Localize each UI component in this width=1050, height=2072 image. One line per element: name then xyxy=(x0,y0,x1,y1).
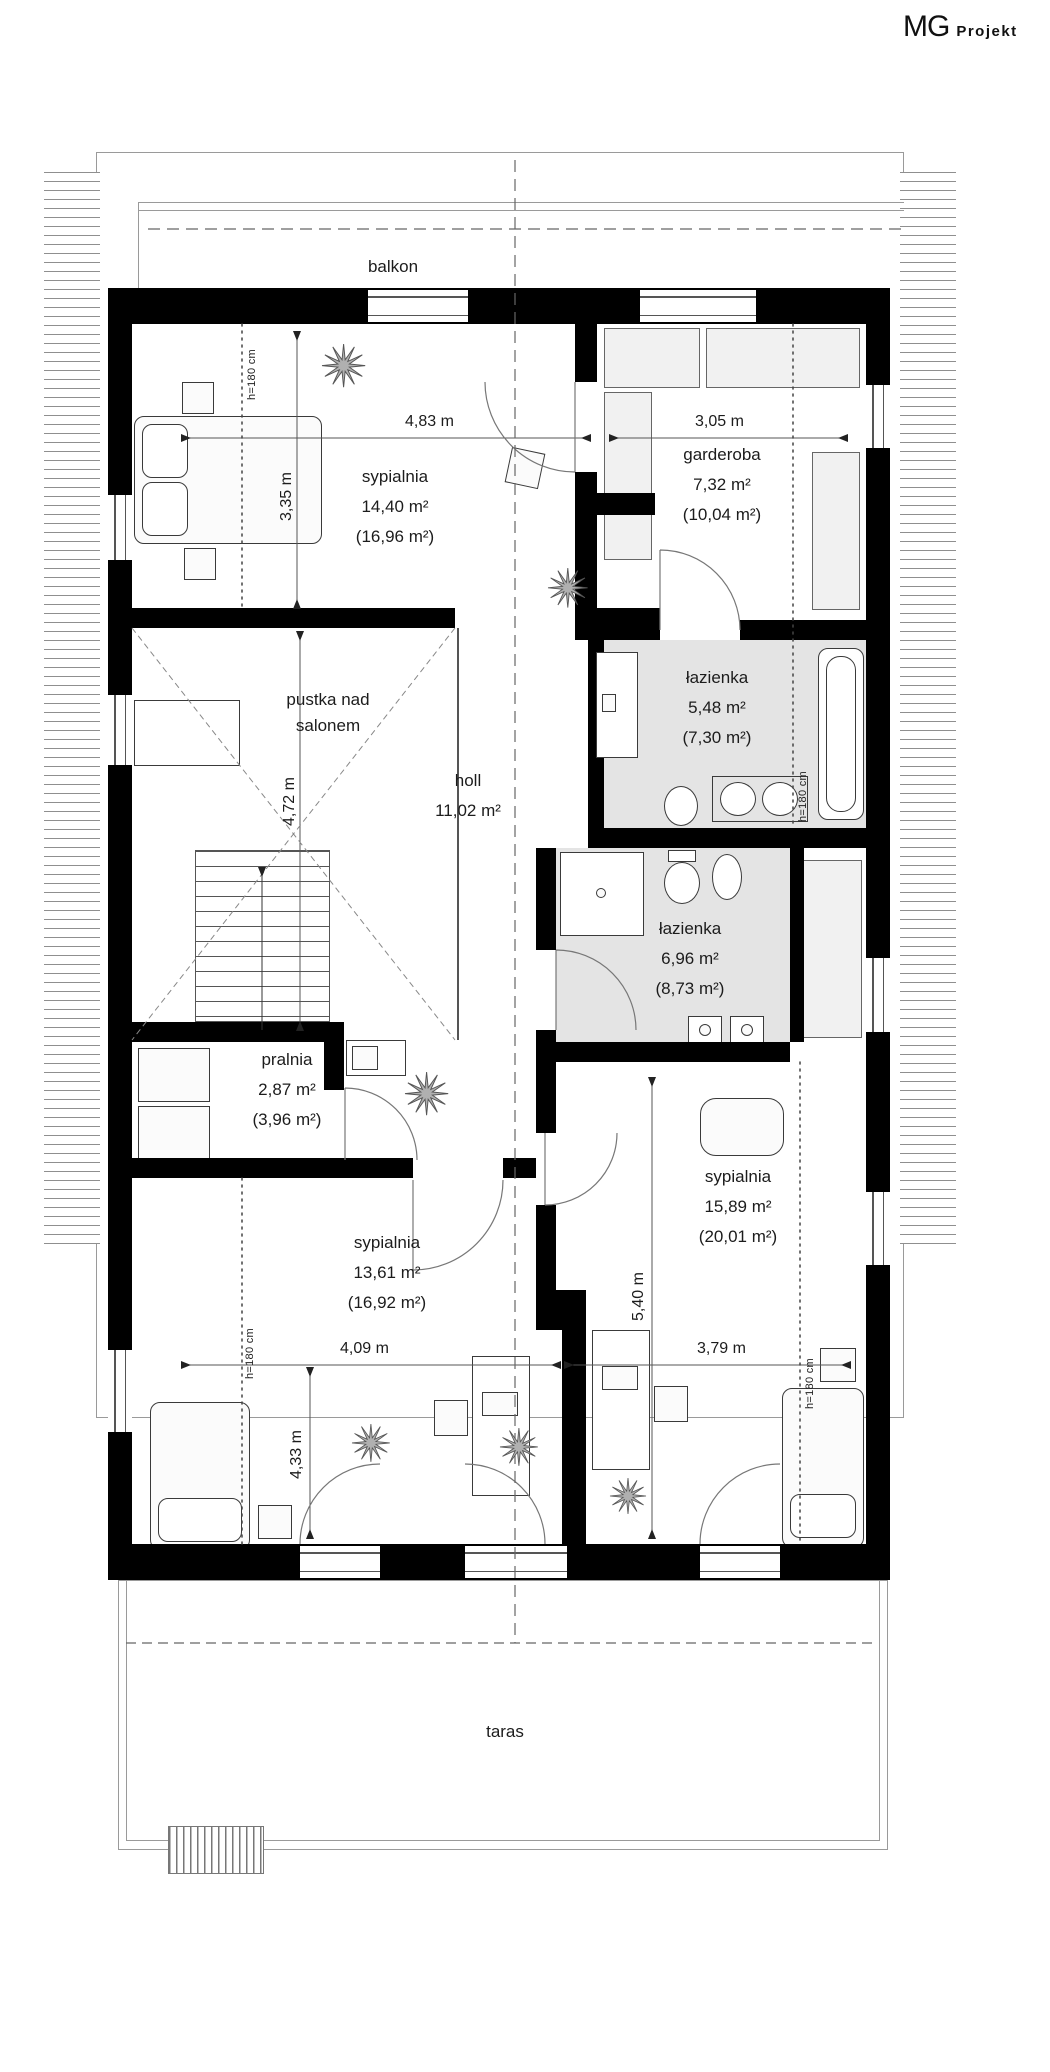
dim-text-4-72: 4,72 m xyxy=(281,777,298,826)
sink xyxy=(762,782,798,816)
plant-icon xyxy=(352,1424,390,1462)
pillow xyxy=(790,1494,856,1538)
room-label-bedroom3 xyxy=(638,1162,838,1251)
right-eave-hatch xyxy=(900,172,956,1244)
cabinet xyxy=(134,700,240,766)
logo-projekt-text: Projekt xyxy=(956,23,1018,40)
wall-garderoba-bath1 xyxy=(740,620,866,640)
dim-text-4-33: 4,33 m xyxy=(288,1430,305,1479)
window-top xyxy=(640,290,756,322)
sink-tap xyxy=(699,1024,711,1036)
wall-bath2-closet xyxy=(790,848,804,1042)
room-name: pralnia xyxy=(261,1050,313,1069)
pillow xyxy=(158,1498,242,1542)
room-label-pralnia xyxy=(187,1045,387,1134)
balcony-door xyxy=(368,290,468,322)
attic-height-text-1: h=180 cm xyxy=(246,348,258,400)
window-closet-zone xyxy=(866,958,890,1032)
room-name: sypialnia xyxy=(361,467,429,486)
dim-text-3-35: 3,35 m xyxy=(278,472,295,521)
nightstand xyxy=(258,1505,292,1539)
toilet-tank xyxy=(668,850,696,862)
terrace-door-bedroom3 xyxy=(700,1546,780,1578)
terrace-outline-inner xyxy=(126,1580,880,1841)
wall-bedroom1-void xyxy=(108,608,455,628)
bidet xyxy=(712,854,742,900)
window-bedroom1 xyxy=(108,495,132,560)
nightstand xyxy=(184,548,216,580)
terrace-door-hall xyxy=(465,1546,567,1578)
wardrobe-shelf xyxy=(604,328,700,388)
room-area-roof: (10,04 m²) xyxy=(682,504,762,524)
window-garderoba xyxy=(866,385,890,448)
toilet xyxy=(664,786,698,826)
wall-bedroom2-top-stub xyxy=(503,1158,536,1178)
attic-height-text-4: h=180 cm xyxy=(804,1357,816,1409)
dim-text-4-09: 4,09 m xyxy=(340,1340,389,1357)
void-label-line2: salonem xyxy=(295,715,361,735)
room-label-hall xyxy=(388,766,548,826)
room-label-bedroom1 xyxy=(295,462,495,551)
room-area-roof: (8,73 m²) xyxy=(655,978,725,998)
door-arc-terrace1 xyxy=(300,1464,380,1544)
attic-height-text-3: h=180 cm xyxy=(244,1327,256,1379)
room-area-roof: (16,96 m²) xyxy=(355,526,435,546)
balcony-edge-line xyxy=(138,202,904,203)
balcony-side-line xyxy=(138,202,139,288)
shower-drain xyxy=(596,888,606,898)
left-eave-hatch xyxy=(44,172,100,1244)
armchair xyxy=(700,1098,784,1156)
chair xyxy=(654,1386,688,1422)
wall-hall-bath2-b xyxy=(536,1030,556,1133)
room-area-roof: (3,96 m²) xyxy=(252,1109,322,1129)
chair xyxy=(434,1400,468,1436)
room-label-bedroom2 xyxy=(287,1228,487,1317)
door-arc-terrace3 xyxy=(700,1464,780,1544)
desk xyxy=(592,1330,650,1470)
balcony-edge-line-2 xyxy=(138,210,904,211)
wardrobe-shelf xyxy=(706,328,860,388)
room-area-roof: (7,30 m²) xyxy=(682,727,752,747)
wall-pralnia-top xyxy=(108,1022,344,1042)
room-area: 5,48 m² xyxy=(688,697,746,717)
room-name: holl xyxy=(454,771,482,790)
sink xyxy=(720,782,756,816)
wardrobe xyxy=(800,860,862,1038)
room-area: 7,32 m² xyxy=(693,474,751,494)
wall-top xyxy=(108,288,890,324)
nightstand xyxy=(820,1348,856,1382)
room-area-roof: (20,01 m²) xyxy=(698,1226,778,1246)
room-name: łazienka xyxy=(658,919,722,938)
balkon-label: balkon xyxy=(367,257,419,276)
room-label-bathroom2 xyxy=(590,914,790,1003)
nightstand xyxy=(182,382,214,414)
wall-bath1-bottom xyxy=(588,828,866,848)
wall-bedroom2-bedroom3 xyxy=(562,1330,586,1544)
pillow xyxy=(142,482,188,536)
wall-right xyxy=(866,288,890,1580)
desk xyxy=(472,1356,530,1496)
pillow xyxy=(142,424,188,478)
room-name: sypialnia xyxy=(704,1167,772,1186)
mgprojekt-logo xyxy=(903,10,1018,44)
room-area: 6,96 m² xyxy=(661,948,719,968)
void-label-line1: pustka nad xyxy=(286,690,370,709)
room-name: łazienka xyxy=(685,668,749,687)
wall-hall-bedroom3 xyxy=(536,1205,556,1290)
room-label-bathroom1 xyxy=(617,663,817,752)
terrace-steps xyxy=(168,1826,264,1874)
bathtub-inner xyxy=(826,656,856,812)
dim-text-4-83: 4,83 m xyxy=(405,413,454,430)
room-area: 2,87 m² xyxy=(258,1079,316,1099)
attic-height-text-2: h=180 cm xyxy=(797,770,809,822)
laptop xyxy=(602,1366,638,1390)
window-void xyxy=(108,695,132,765)
window-bedroom2 xyxy=(108,1350,132,1432)
logo-mg-text: MG xyxy=(903,10,950,43)
room-area-roof: (16,92 m²) xyxy=(347,1292,427,1312)
room-label-garderoba xyxy=(622,440,822,529)
terrace-door-bedroom2 xyxy=(300,1546,380,1578)
sink-tap xyxy=(741,1024,753,1036)
staircase xyxy=(195,850,330,1022)
dim-text-3-05: 3,05 m xyxy=(695,413,744,430)
room-area: 13,61 m² xyxy=(353,1262,421,1282)
dim-text-3-79: 3,79 m xyxy=(697,1340,746,1357)
room-area: 14,40 m² xyxy=(361,496,429,516)
room-name: garderoba xyxy=(683,445,761,464)
room-name: sypialnia xyxy=(353,1233,421,1252)
wall-bath2-bedroom3 xyxy=(556,1042,790,1062)
room-area: 11,02 m² xyxy=(435,800,501,820)
room-area: 15,89 m² xyxy=(704,1196,772,1216)
wall-bedroom2-top xyxy=(108,1158,413,1178)
door-handle xyxy=(602,694,616,712)
plant-icon xyxy=(610,1478,646,1514)
room-label-void xyxy=(228,687,428,738)
toilet xyxy=(664,862,700,904)
wall-divider-jog xyxy=(536,1290,586,1330)
laptop xyxy=(482,1392,518,1416)
taras-label: taras xyxy=(486,1722,524,1741)
window-bedroom3 xyxy=(866,1192,890,1265)
wall-bedroom1-garderoba xyxy=(575,288,597,382)
wall-hall-bath2-a xyxy=(536,848,556,950)
dim-text-5-40: 5,40 m xyxy=(630,1272,647,1321)
